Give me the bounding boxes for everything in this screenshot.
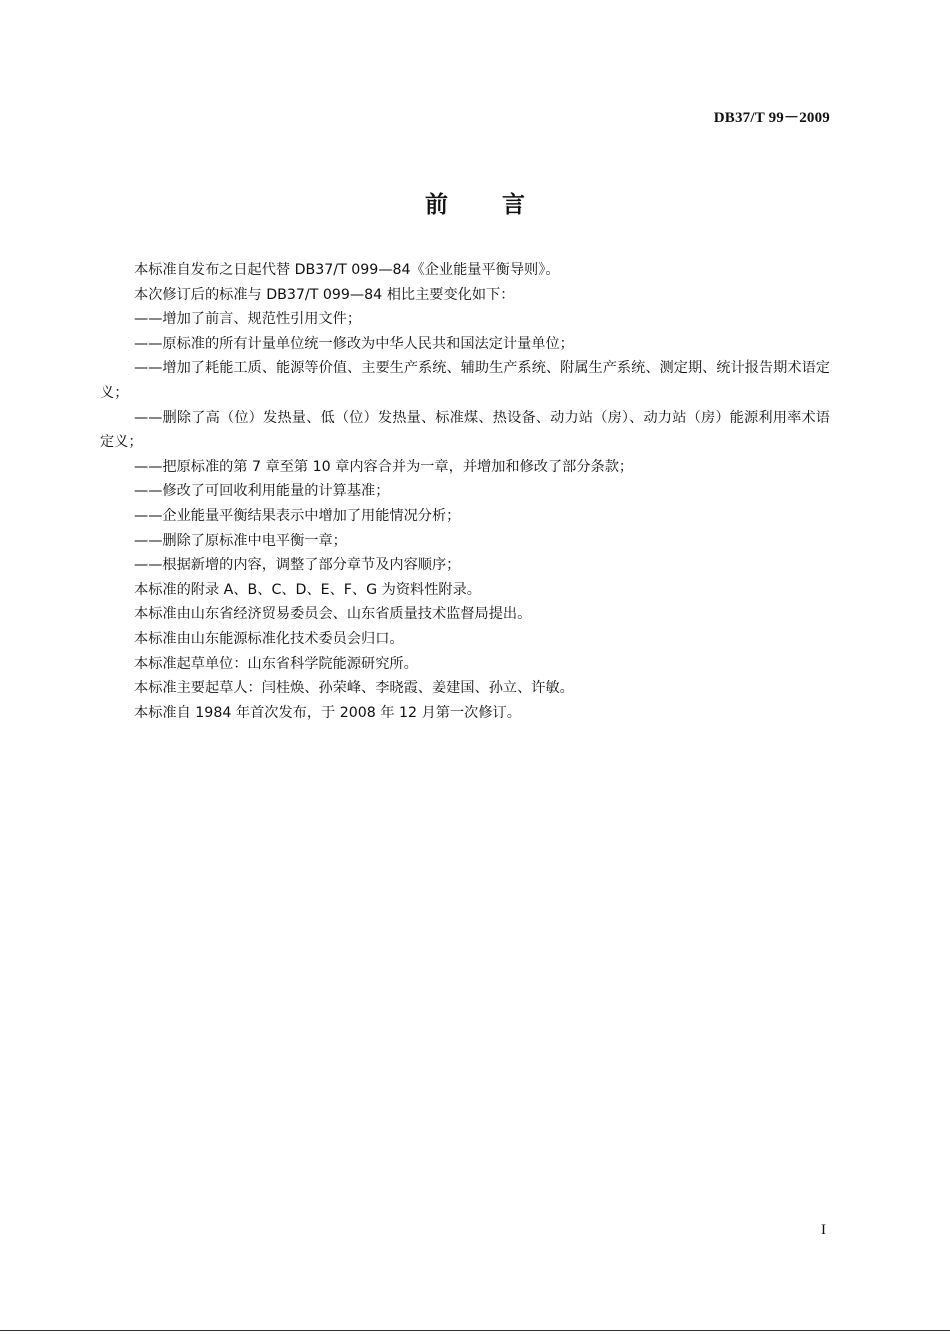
paragraph: 本标准由山东能源标准化技术委员会归口。 (134, 630, 404, 647)
paragraph: 本次修订后的标准与 DB37/T 099—84 相比主要变化如下： (134, 286, 515, 303)
list-item: ——删除了原标准中电平衡一章； (134, 532, 347, 549)
document-code: DB37/T 99－2009 (713, 110, 830, 126)
list-item: ——根据新增的内容，调整了部分章节及内容顺序； (134, 557, 461, 574)
list-item: ——修改了可回收利用能量的计算基准； (134, 483, 390, 500)
paragraph: 本标准自发布之日起代替 DB37/T 099—84《企业能量平衡导则》。 (134, 262, 560, 278)
list-item: ——删除了高（位）发热量、低（位）发热量、标准煤、热设备、动力站（房）、动力站（房）能源利用率术语定义； (100, 409, 830, 451)
page-number: I (821, 1222, 826, 1238)
list-item: ——增加了耗能工质、能源等价值、主要生产系统、辅助生产系统、附属生产系统、测定期、统计报告期术语定义； (100, 360, 830, 401)
page-edge-line (0, 1330, 950, 1331)
list-item: ——把原标准的第 7 章至第 10 章内容合并为一章，并增加和修改了部分条款； (134, 458, 634, 475)
paragraph: 本标准主要起草人：闫桂焕、孙荣峰、李晓霞、姜建国、孙立、许敏。 (134, 680, 574, 697)
paragraph: 本标准的附录 A、B、C、D、E、F、G 为资料性附录。 (134, 581, 481, 598)
paragraph: 本标准起草单位：山东省科学院能源研究所。 (134, 655, 418, 672)
page-title: 前言 (425, 192, 579, 218)
list-item: ——原标准的所有计量单位统一修改为中华人民共和国法定计量单位； (134, 335, 574, 352)
paragraph: 本标准自 1984 年首次发布，于 2008 年 12 月第一次修订。 (134, 704, 521, 721)
list-item: ——企业能量平衡结果表示中增加了用能情况分析； (134, 507, 461, 524)
foreword-body (100, 258, 830, 725)
paragraph: 本标准由山东省经济贸易委员会、山东省质量技术监督局提出。 (134, 606, 532, 623)
list-item: ——增加了前言、规范性引用文件； (134, 311, 362, 328)
